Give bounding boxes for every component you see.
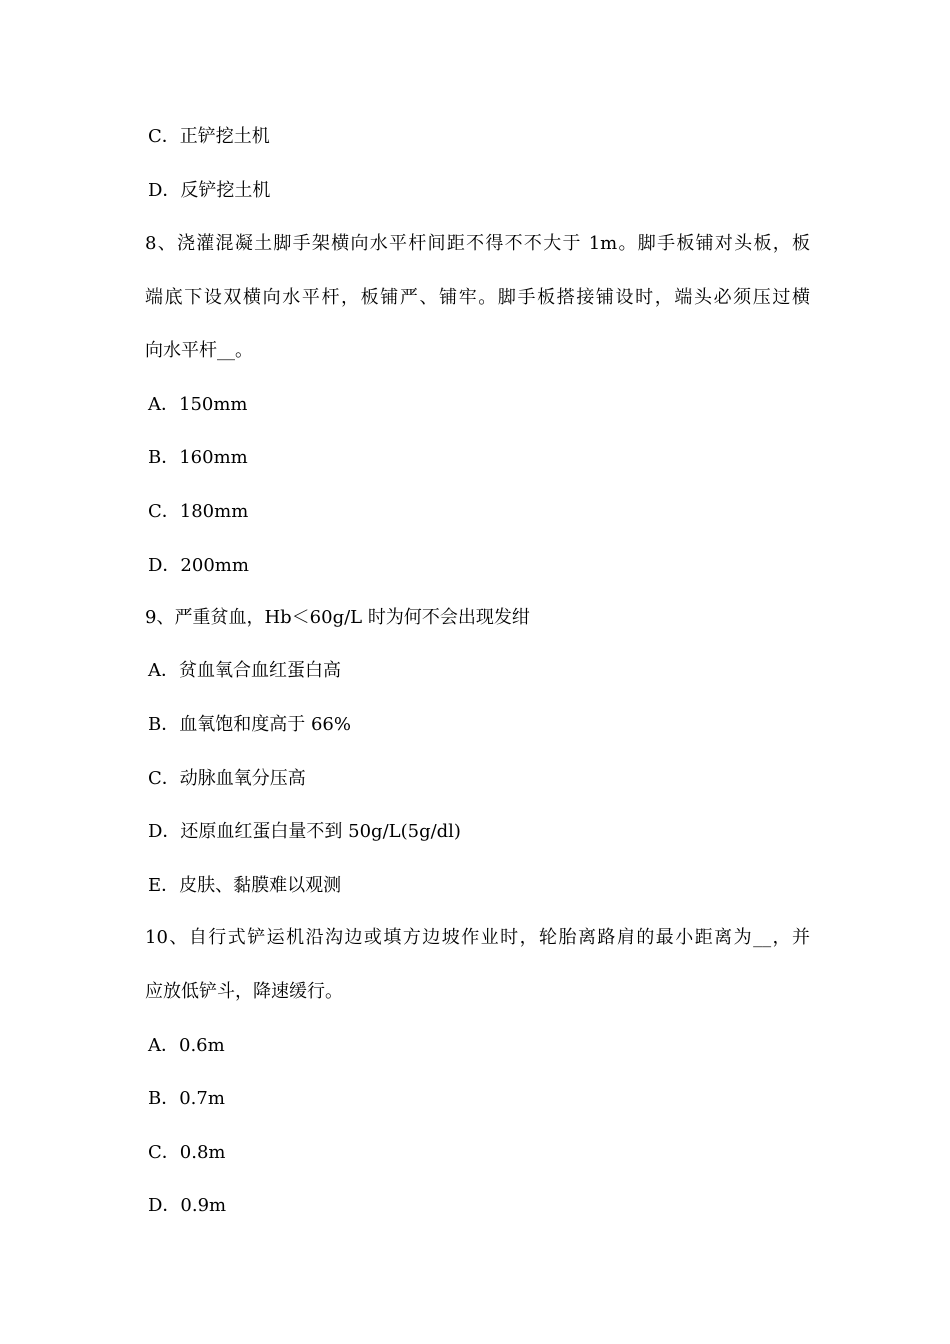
option-7d: D．反铲挖土机 xyxy=(148,180,271,201)
option-10b: B．0.7m xyxy=(148,1088,225,1109)
question-10-line-2: 应放低铲斗，降速缓行。 xyxy=(145,981,343,1002)
option-10a: A．0.6m xyxy=(148,1035,225,1056)
option-9e: E．皮肤、黏膜难以观测 xyxy=(148,875,342,896)
option-9a: A．贫血氧合血红蛋白高 xyxy=(148,660,341,681)
question-9: 9、严重贫血，Hb＜60g/L 时为何不会出现发绀 xyxy=(145,607,530,628)
option-9b: B．血氧饱和度高于 66% xyxy=(148,714,351,735)
question-8-line-1: 8、浇灌混凝土脚手架横向水平杆间距不得不不大于 1m。脚手板铺对头板，板 xyxy=(145,233,810,254)
question-10-line-1: 10、自行式铲运机沿沟边或填方边坡作业时，轮胎离路肩的最小距离为__，并 xyxy=(145,927,810,948)
option-8d: D．200mm xyxy=(148,555,249,576)
question-8-line-3: 向水平杆__。 xyxy=(145,340,253,361)
option-7c: C．正铲挖土机 xyxy=(148,126,270,147)
option-9d: D．还原血红蛋白量不到 50g/L(5g/dl) xyxy=(148,821,461,842)
option-10c: C．0.8m xyxy=(148,1142,226,1163)
option-10d: D．0.9m xyxy=(148,1195,227,1216)
option-8c: C．180mm xyxy=(148,501,249,522)
option-9c: C．动脉血氧分压高 xyxy=(148,768,306,789)
question-8-line-2: 端底下设双横向水平杆，板铺严、铺牢。脚手板搭接铺设时，端头必须压过横 xyxy=(145,287,810,308)
option-8b: B．160mm xyxy=(148,447,248,468)
option-8a: A．150mm xyxy=(148,394,248,415)
